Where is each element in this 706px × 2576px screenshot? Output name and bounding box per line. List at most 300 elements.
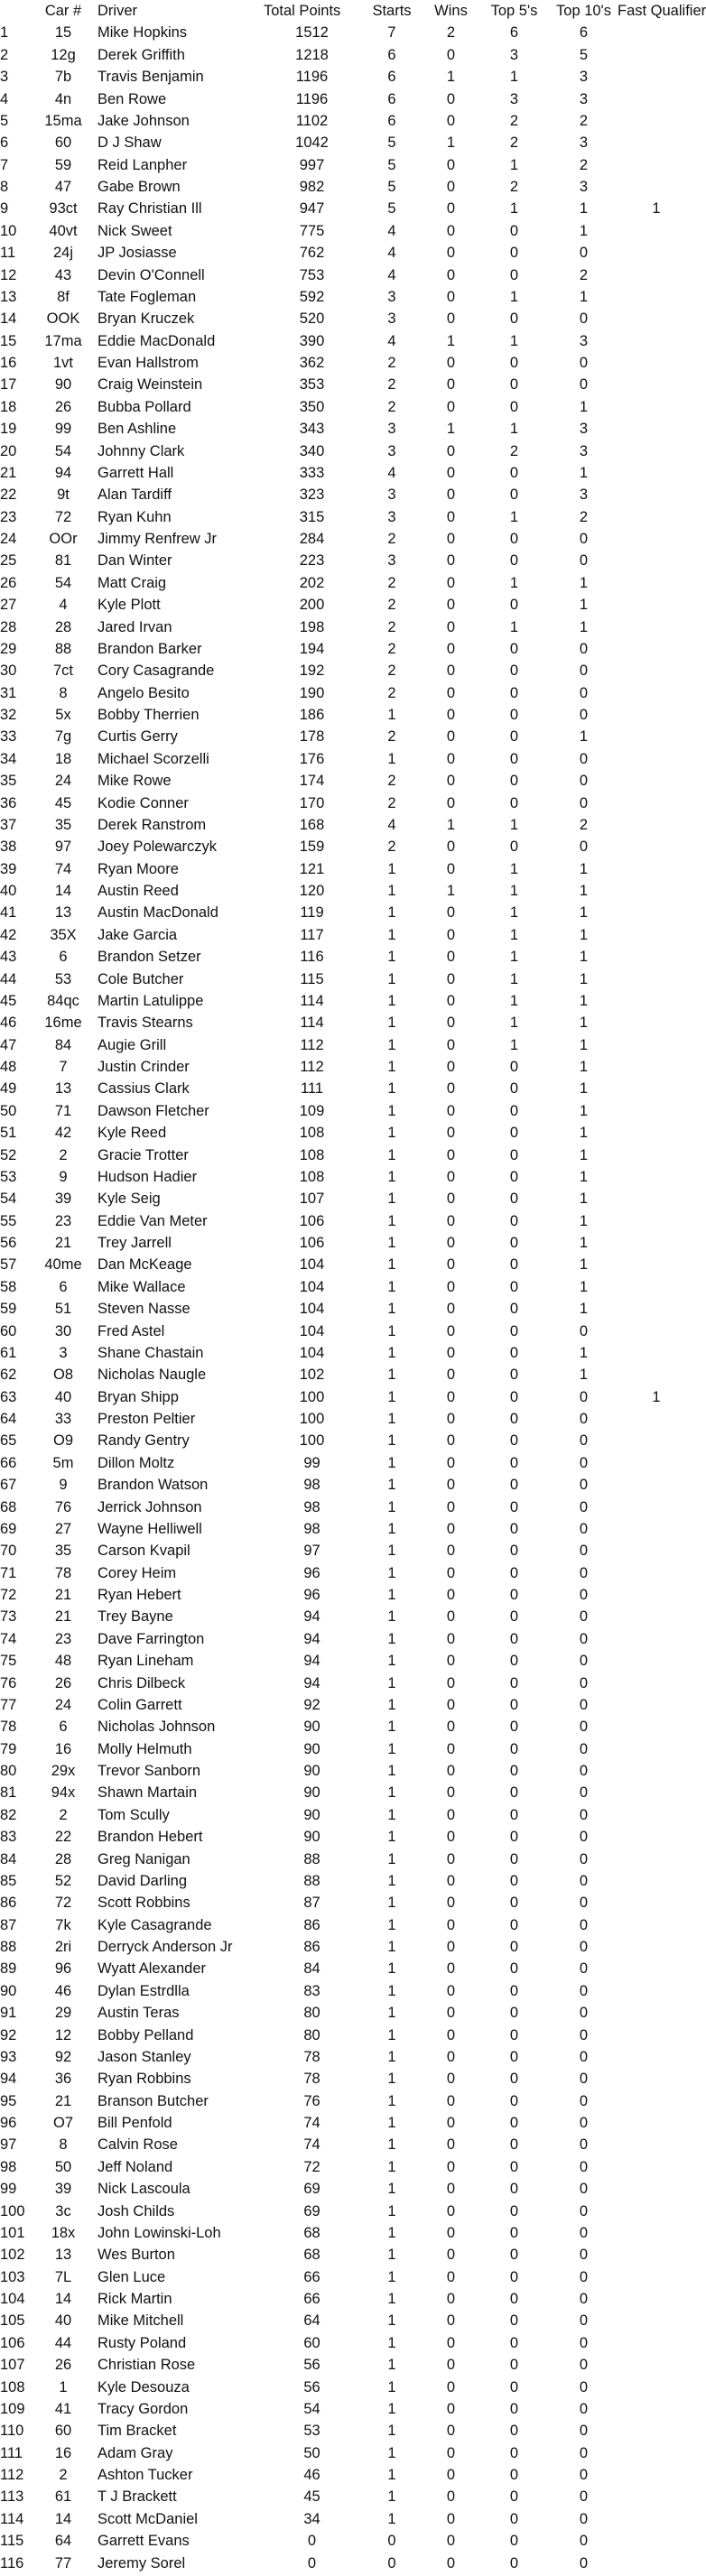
- total-points-cell: 34: [303, 2510, 320, 2527]
- top5-cell: 1: [509, 156, 519, 173]
- top5-cell: 0: [509, 2444, 519, 2461]
- position-cell: 91: [0, 2005, 17, 2022]
- total-points-cell: 115: [300, 970, 324, 987]
- car-number-cell: 28: [54, 618, 72, 635]
- table-row: [0, 1760, 695, 1782]
- starts-cell: 1: [387, 1235, 396, 1251]
- driver-name-cell: Rusty Poland: [98, 2334, 187, 2351]
- top10-cell: 0: [579, 376, 589, 394]
- fast-qualifier-cell: [618, 704, 695, 726]
- driver-name-cell: Chris Dilbeck: [98, 1674, 186, 1691]
- total-points-cell: 120: [299, 883, 325, 899]
- starts-cell: 1: [387, 883, 396, 899]
- wins-cell: 0: [446, 926, 456, 943]
- fast-qualifier-cell: [618, 1056, 695, 1078]
- top10-cell: 0: [579, 839, 589, 856]
- position-cell: 36: [0, 794, 17, 811]
- top5-cell: 0: [509, 2136, 519, 2154]
- fast-qualifier-cell: [618, 1694, 695, 1716]
- driver-name-cell: Kyle Reed: [98, 1125, 167, 1142]
- driver-name-cell: Derek Griffith: [98, 46, 185, 63]
- car-number-cell: 15: [54, 24, 72, 42]
- starts-cell: 2: [387, 574, 396, 591]
- fast-qualifier-cell: [618, 1100, 695, 1122]
- table-row: [0, 1034, 695, 1056]
- total-points-cell: 80: [303, 2005, 320, 2022]
- starts-cell: 1: [387, 1653, 396, 1670]
- position-cell: 16: [0, 355, 17, 371]
- driver-name-cell: Angelo Besito: [98, 684, 190, 701]
- driver-name-cell: Brandon Hebert: [98, 1829, 203, 1846]
- wins-cell: 0: [446, 288, 456, 305]
- driver-name-cell: Nick Sweet: [98, 222, 172, 239]
- position-cell: 116: [0, 2554, 24, 2571]
- driver-name-cell: Randy Gentry: [98, 1432, 190, 1450]
- total-points-cell: 98: [303, 1520, 320, 1537]
- top10-cell: 3: [579, 90, 589, 107]
- table-row: [0, 1298, 695, 1320]
- top5-cell: 0: [509, 1168, 519, 1185]
- fast-qualifier-cell: [618, 286, 695, 308]
- wins-cell: 0: [446, 1322, 456, 1339]
- position-cell: 105: [0, 2312, 25, 2330]
- top10-cell: 0: [579, 2400, 589, 2417]
- position-cell: 11: [0, 245, 16, 262]
- driver-name-cell: Nick Lascoula: [98, 2181, 190, 2198]
- table-row: [0, 748, 695, 770]
- top10-cell: 0: [579, 1784, 589, 1802]
- top5-cell: 0: [509, 1125, 519, 1142]
- total-points-cell: 66: [303, 2268, 320, 2285]
- top5-cell: 0: [509, 1256, 519, 1274]
- car-number-cell: 54: [54, 574, 72, 591]
- top5-cell: 0: [509, 1146, 519, 1163]
- top10-cell: 2: [579, 508, 589, 525]
- total-points-cell: 350: [299, 398, 325, 415]
- starts-cell: 3: [387, 552, 396, 570]
- car-number-cell: 28: [54, 1850, 72, 1867]
- car-number-cell: 40: [54, 2312, 72, 2330]
- total-points-cell: 1196: [295, 90, 329, 107]
- fast-qualifier-cell: [618, 132, 695, 153]
- wins-cell: 0: [446, 1477, 456, 1494]
- top5-cell: 0: [509, 266, 519, 283]
- driver-name-cell: Craig Weinstein: [98, 376, 203, 394]
- position-cell: 56: [0, 1235, 17, 1251]
- driver-name-cell: Preston Peltier: [98, 1411, 196, 1427]
- starts-cell: 1: [387, 1015, 396, 1032]
- top5-cell: 0: [509, 1278, 519, 1295]
- position-cell: 92: [0, 2026, 17, 2043]
- starts-cell: 1: [387, 2048, 396, 2065]
- car-number-cell: 29x: [51, 1763, 76, 1779]
- total-points-cell: 223: [299, 552, 325, 570]
- driver-name-cell: Wes Burton: [98, 2247, 175, 2264]
- driver-name-cell: Mike Wallace: [98, 1278, 186, 1295]
- total-points-cell: 78: [303, 2048, 320, 2065]
- top5-cell: 0: [509, 2533, 519, 2550]
- wins-cell: 0: [446, 179, 456, 195]
- wins-cell: 0: [446, 2444, 456, 2461]
- position-cell: 78: [0, 1719, 17, 1736]
- fast-qualifier-cell: [618, 22, 695, 43]
- total-points-cell: 98: [303, 1477, 320, 1494]
- wins-cell: 0: [446, 1740, 456, 1757]
- position-cell: 52: [0, 1146, 17, 1163]
- table-row: [0, 2464, 695, 2486]
- top10-cell: 0: [579, 2378, 589, 2395]
- driver-name-cell: Hudson Hadier: [98, 1168, 198, 1185]
- starts-cell: 1: [387, 1916, 396, 1933]
- fast-qualifier-cell: [618, 2420, 695, 2442]
- wins-cell: 0: [446, 266, 456, 283]
- driver-name-cell: Austin MacDonald: [98, 904, 218, 922]
- top5-cell: 1: [509, 949, 519, 966]
- position-cell: 6: [0, 134, 9, 152]
- fast-qualifier-cell: [618, 528, 695, 550]
- table-row: [0, 1430, 695, 1451]
- top10-cell: 0: [579, 1388, 589, 1405]
- car-number-cell: 16: [54, 2444, 72, 2461]
- total-points-cell: 174: [299, 773, 325, 790]
- top10-cell: 0: [579, 1454, 589, 1471]
- fast-qualifier-cell: [618, 550, 695, 571]
- top5-cell: 0: [509, 794, 519, 811]
- position-cell: 73: [0, 1608, 17, 1626]
- table-row: [0, 616, 695, 638]
- car-number-cell: 92: [54, 2048, 72, 2065]
- position-cell: 7: [0, 156, 9, 173]
- table-row: [0, 1716, 695, 1737]
- table-row: [0, 1452, 695, 1474]
- starts-cell: 1: [387, 904, 396, 922]
- driver-name-cell: Kyle Plott: [98, 597, 161, 614]
- position-cell: 49: [0, 1080, 17, 1098]
- car-number-cell: 50: [54, 2158, 72, 2175]
- total-points-cell: 98: [303, 1498, 320, 1515]
- fast-qualifier-cell: [618, 1650, 695, 1672]
- total-points-cell: 80: [303, 2026, 320, 2043]
- driver-name-cell: Tom Scully: [98, 1806, 170, 1823]
- position-cell: 17: [0, 376, 17, 394]
- top10-cell: 0: [579, 2488, 589, 2506]
- top10-cell: 0: [579, 1564, 589, 1581]
- starts-cell: 0: [387, 2533, 396, 2550]
- starts-cell: 2: [387, 794, 396, 811]
- car-number-cell: 6: [59, 1719, 68, 1736]
- top5-cell: 0: [509, 1477, 519, 1494]
- car-number-cell: 14: [54, 2510, 72, 2527]
- total-points-cell: 114: [300, 992, 324, 1009]
- wins-cell: 2: [446, 24, 456, 42]
- top5-cell: 0: [509, 2378, 519, 2395]
- total-points-cell: 121: [299, 860, 325, 877]
- fast-qualifier-cell: [618, 1408, 695, 1430]
- total-points-cell: 178: [299, 728, 325, 746]
- top5-cell: 0: [509, 1916, 519, 1933]
- car-number-cell: 7b: [54, 69, 72, 86]
- table-row: [0, 1914, 695, 1936]
- position-cell: 57: [0, 1256, 17, 1274]
- fast-qualifier-cell: [618, 1914, 695, 1936]
- table-row: [0, 1826, 695, 1848]
- starts-cell: 1: [387, 1982, 396, 1999]
- position-cell: 45: [0, 992, 17, 1009]
- wins-cell: 0: [446, 2092, 456, 2109]
- car-number-cell: 16me: [44, 1015, 82, 1032]
- fast-qualifier-cell: [618, 484, 695, 505]
- car-number-cell: 5x: [55, 707, 71, 723]
- fast-qualifier-cell: [618, 264, 695, 286]
- wins-cell: 0: [446, 2554, 456, 2571]
- starts-cell: 1: [387, 2423, 396, 2440]
- top5-cell: 2: [509, 112, 519, 129]
- top10-cell: 1: [579, 970, 589, 987]
- fast-qualifier-cell: [618, 506, 695, 528]
- starts-cell: 1: [387, 1432, 396, 1450]
- fast-qualifier-cell: [618, 330, 695, 352]
- top5-cell: 1: [509, 508, 519, 525]
- top10-cell: 1: [579, 992, 589, 1009]
- wins-cell: 0: [446, 1432, 456, 1450]
- fast-qualifier-cell: [618, 792, 695, 814]
- top5-cell: 1: [509, 200, 519, 218]
- total-points-cell: 94: [303, 1630, 320, 1647]
- top5-cell: 0: [509, 839, 519, 856]
- total-points-cell: 198: [299, 618, 325, 635]
- position-cell: 26: [0, 574, 17, 591]
- table-row: [0, 1694, 695, 1716]
- total-points-cell: 1196: [295, 69, 329, 86]
- position-cell: 69: [0, 1520, 17, 1537]
- top5-cell: 0: [509, 2423, 519, 2440]
- position-cell: 53: [0, 1168, 17, 1185]
- top5-cell: 0: [509, 245, 519, 262]
- total-points-cell: 323: [299, 486, 325, 504]
- fast-qualifier-cell: [618, 1760, 695, 1782]
- top10-cell: 0: [579, 1806, 589, 1823]
- top10-cell: 1: [579, 1256, 589, 1274]
- header-car-number: Car #: [44, 3, 82, 19]
- wins-cell: 0: [446, 1719, 456, 1736]
- position-cell: 79: [0, 1740, 17, 1757]
- table-row: [0, 2354, 695, 2376]
- fast-qualifier-cell: [618, 176, 695, 198]
- starts-cell: 3: [387, 421, 396, 438]
- position-cell: 88: [0, 1939, 17, 1955]
- position-cell: 31: [0, 684, 17, 701]
- table-row: [0, 396, 695, 418]
- top10-cell: 0: [579, 2533, 589, 2550]
- top5-cell: 0: [509, 1411, 519, 1427]
- top10-cell: 0: [579, 2247, 589, 2264]
- driver-name-cell: Johnny Clark: [98, 442, 185, 459]
- starts-cell: 1: [387, 1278, 396, 1295]
- total-points-cell: 54: [303, 2400, 320, 2417]
- top10-cell: 0: [579, 1520, 589, 1537]
- table-row: [0, 1650, 695, 1672]
- fast-qualifier-cell: [618, 2508, 695, 2530]
- wins-cell: 0: [446, 1168, 456, 1185]
- table-row: [0, 1386, 695, 1408]
- top5-cell: 0: [509, 750, 519, 767]
- table-row: [0, 1342, 695, 1364]
- driver-name-cell: D J Shaw: [98, 134, 162, 152]
- wins-cell: 0: [446, 597, 456, 614]
- position-cell: 39: [0, 860, 17, 877]
- header-starts: Starts: [372, 3, 412, 19]
- top10-cell: 0: [579, 1498, 589, 1515]
- table-row: [0, 2398, 695, 2420]
- car-number-cell: 8f: [57, 288, 70, 305]
- top5-cell: 0: [509, 1388, 519, 1405]
- fast-qualifier-cell: [618, 110, 695, 132]
- total-points-cell: 997: [299, 156, 325, 173]
- position-cell: 25: [0, 552, 17, 570]
- wins-cell: 0: [446, 2115, 456, 2131]
- wins-cell: 0: [446, 640, 456, 657]
- position-cell: 21: [0, 464, 17, 481]
- driver-name-cell: Jeff Noland: [98, 2158, 173, 2175]
- total-points-cell: 340: [299, 442, 325, 459]
- car-number-cell: 35: [54, 816, 72, 833]
- wins-cell: 0: [446, 1235, 456, 1251]
- car-number-cell: 8: [59, 2136, 68, 2154]
- top5-cell: 0: [509, 1344, 519, 1361]
- table-row: [0, 198, 695, 219]
- car-number-cell: 6: [59, 949, 68, 966]
- top10-cell: 1: [579, 883, 589, 899]
- wins-cell: 0: [446, 1653, 456, 1670]
- top5-cell: 3: [509, 90, 519, 107]
- table-row: [0, 22, 695, 43]
- total-points-cell: 104: [299, 1278, 325, 1295]
- starts-cell: 7: [387, 24, 396, 42]
- driver-name-cell: Garrett Hall: [98, 464, 174, 481]
- wins-cell: 0: [446, 355, 456, 371]
- starts-cell: 1: [387, 926, 396, 943]
- starts-cell: 1: [387, 1895, 396, 1912]
- car-number-cell: 48: [54, 1653, 72, 1670]
- starts-cell: 1: [387, 2071, 396, 2088]
- fast-qualifier-cell: [618, 1782, 695, 1803]
- starts-cell: 1: [387, 1059, 396, 1075]
- car-number-cell: 41: [54, 2400, 72, 2417]
- fast-qualifier-cell: [618, 1320, 695, 1342]
- top10-cell: 0: [579, 1939, 589, 1955]
- top10-cell: 0: [579, 2510, 589, 2527]
- top10-cell: 0: [579, 2026, 589, 2043]
- table-row: [0, 2025, 695, 2046]
- driver-name-cell: Christian Rose: [98, 2357, 196, 2374]
- starts-cell: 2: [387, 376, 396, 394]
- starts-cell: 6: [387, 69, 396, 86]
- fast-qualifier-cell: [618, 638, 695, 660]
- top10-cell: 0: [579, 1587, 589, 1603]
- fast-qualifier-cell: [618, 2068, 695, 2090]
- driver-name-cell: Dan McKeage: [98, 1256, 192, 1274]
- top5-cell: 0: [509, 355, 519, 371]
- table-row: [0, 1540, 695, 1561]
- table-row: [0, 1232, 695, 1254]
- wins-cell: 0: [446, 860, 456, 877]
- top10-cell: 1: [579, 1168, 589, 1185]
- driver-name-cell: Matt Craig: [98, 574, 167, 591]
- total-points-cell: 753: [299, 266, 325, 283]
- starts-cell: 1: [387, 1498, 396, 1515]
- top10-cell: 0: [579, 1543, 589, 1560]
- driver-name-cell: Dan Winter: [98, 552, 172, 570]
- top5-cell: 0: [509, 2357, 519, 2374]
- car-number-cell: 94x: [51, 1784, 76, 1802]
- car-number-cell: 21: [54, 2092, 72, 2109]
- driver-name-cell: Tracy Gordon: [98, 2400, 189, 2417]
- total-points-cell: 106: [299, 1235, 325, 1251]
- fast-qualifier-cell: [618, 66, 695, 88]
- total-points-cell: 200: [299, 597, 325, 614]
- fast-qualifier-cell: [618, 1892, 695, 1913]
- top10-cell: 0: [579, 2005, 589, 2022]
- total-points-cell: 90: [303, 1806, 320, 1823]
- fast-qualifier-cell: [618, 1474, 695, 1496]
- fast-qualifier-cell: [618, 1342, 695, 1364]
- total-points-cell: 68: [303, 2224, 320, 2241]
- total-points-cell: 90: [303, 1740, 320, 1757]
- wins-cell: 0: [446, 1850, 456, 1867]
- total-points-cell: 176: [299, 750, 325, 767]
- starts-cell: 4: [387, 464, 396, 481]
- fast-qualifier-cell: [618, 946, 695, 968]
- car-number-cell: 18: [54, 750, 72, 767]
- total-points-cell: 97: [303, 1543, 320, 1560]
- total-points-cell: 84: [303, 1960, 320, 1978]
- position-cell: 18: [0, 398, 17, 415]
- fast-qualifier-cell: [618, 748, 695, 770]
- table-row: [0, 2156, 695, 2178]
- position-cell: 44: [0, 970, 17, 987]
- driver-name-cell: John Lowinski-Loh: [98, 2224, 221, 2241]
- top5-cell: 0: [509, 2071, 519, 2088]
- driver-name-cell: Cory Casagrande: [98, 663, 215, 680]
- top5-cell: 1: [509, 904, 519, 922]
- starts-cell: 1: [387, 1367, 396, 1384]
- fast-qualifier-cell: [618, 1298, 695, 1320]
- position-cell: 43: [0, 949, 17, 966]
- wins-cell: 0: [446, 1059, 456, 1075]
- car-number-cell: 6: [59, 1278, 68, 1295]
- total-points-cell: 315: [299, 508, 325, 525]
- driver-name-cell: Greg Nanigan: [98, 1850, 190, 1867]
- top5-cell: 0: [509, 1564, 519, 1581]
- starts-cell: 1: [387, 1740, 396, 1757]
- starts-cell: 1: [387, 2400, 396, 2417]
- top10-cell: 5: [579, 46, 589, 63]
- driver-name-cell: Evan Hallstrom: [98, 355, 199, 371]
- table-row: [0, 2090, 695, 2112]
- car-number-cell: 21: [54, 1587, 72, 1603]
- top5-cell: 0: [509, 2268, 519, 2285]
- top10-cell: 1: [579, 926, 589, 943]
- fast-qualifier-cell: [618, 572, 695, 594]
- fast-qualifier-cell: [618, 462, 695, 484]
- starts-cell: 1: [387, 2291, 396, 2307]
- driver-name-cell: Kodie Conner: [98, 794, 189, 811]
- car-number-cell: 64: [54, 2533, 72, 2550]
- total-points-cell: 592: [299, 288, 325, 305]
- fast-qualifier-cell: [618, 242, 695, 264]
- car-number-cell: 2: [59, 1146, 68, 1163]
- top5-cell: 6: [509, 24, 519, 42]
